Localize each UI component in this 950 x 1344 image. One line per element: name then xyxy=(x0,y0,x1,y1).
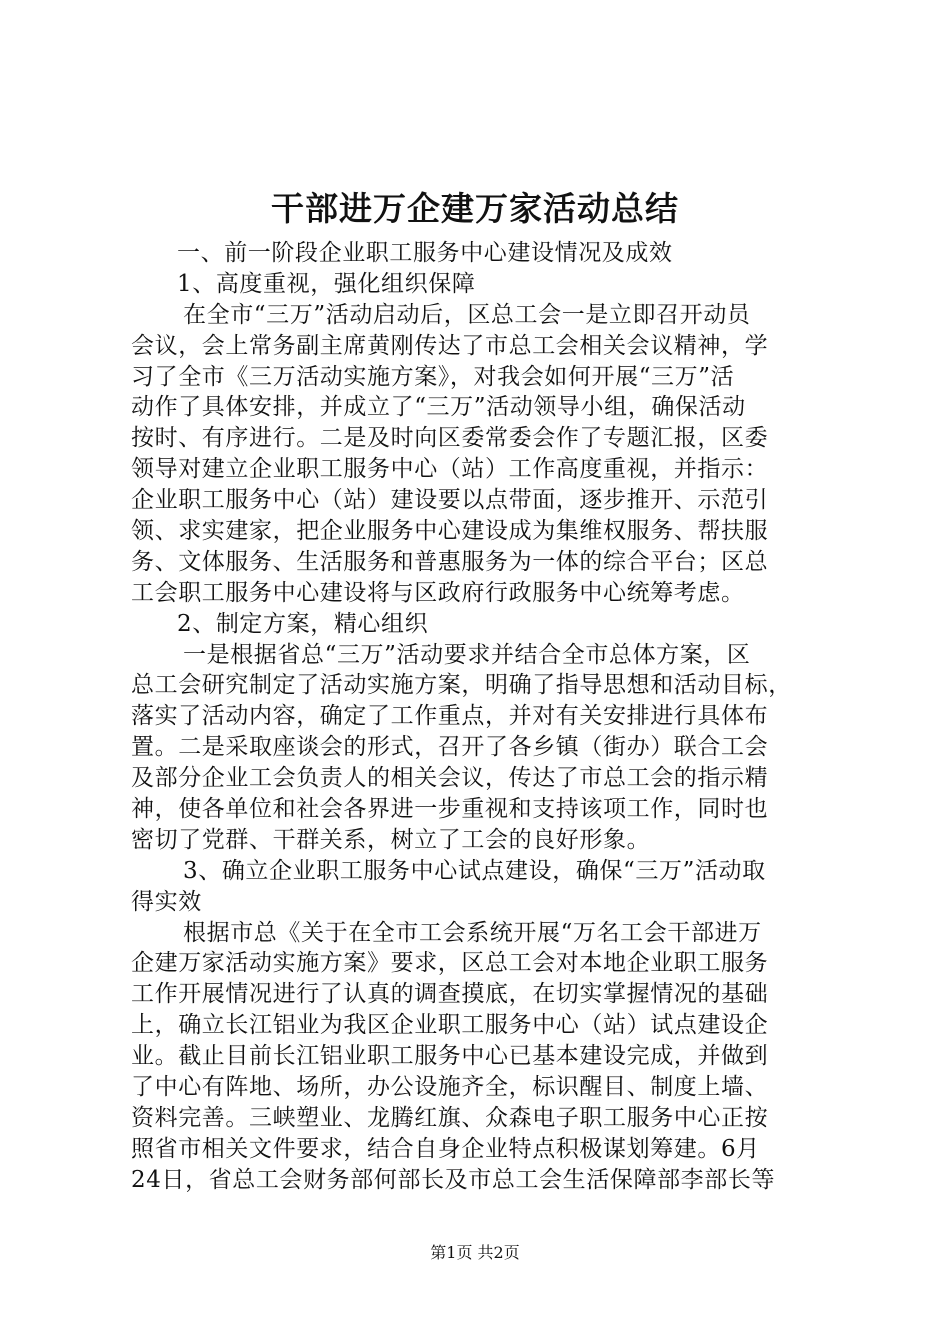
paragraph-line: 照省市相关文件要求，结合自身企业特点积极谋划筹建。6月 xyxy=(131,1135,760,1162)
subsection-heading-continued: 得实效 xyxy=(131,888,202,915)
paragraph-line: 业。截止目前长江铝业职工服务中心已基本建设完成，并做到 xyxy=(131,1043,769,1070)
paragraph-line: 习了全市《三万活动实施方案》，对我会如何开展“三万”活 xyxy=(131,363,735,390)
paragraph-line: 领导对建立企业职工服务中心（站）工作高度重视，并指示： xyxy=(131,456,769,483)
paragraph-line: 工会职工服务中心建设将与区政府行政服务中心统筹考虑。 xyxy=(131,579,745,606)
subsection-heading: 1、高度重视，强化组织保障 xyxy=(177,270,476,297)
document-body xyxy=(131,238,831,1196)
paragraph-line: 领、求实建家，把企业服务中心建设成为集维权服务、帮扶服 xyxy=(131,518,769,545)
paragraph-line: 动作了具体安排，并成立了“三万”活动领导小组，确保活动 xyxy=(131,394,746,421)
paragraph-line: 置。二是采取座谈会的形式，召开了各乡镇（街办）联合工会 xyxy=(131,734,769,761)
paragraph-line: 24日，省总工会财务部何部长及市总工会生活保障部李部长等 xyxy=(131,1166,776,1193)
paragraph-line: 一是根据省总“三万”活动要求并结合全市总体方案，区 xyxy=(183,641,751,668)
paragraph-line: 务、文体服务、生活服务和普惠服务为一体的综合平台；区总 xyxy=(131,548,769,575)
paragraph-line: 及部分企业工会负责人的相关会议，传达了市总工会的指示精 xyxy=(131,765,769,792)
paragraph-line: 落实了活动内容，确定了工作重点，并对有关安排进行具体布 xyxy=(131,703,769,730)
paragraph-line: 根据市总《关于在全市工会系统开展“万名工会干部进万 xyxy=(183,919,762,946)
paragraph-line: 了中心有阵地、场所，办公设施齐全，标识醒目、制度上墙、 xyxy=(131,1074,769,1101)
paragraph-line: 资料完善。三峡塑业、龙腾红旗、众森电子职工服务中心正按 xyxy=(131,1104,769,1131)
section-heading: 一、前一阶段企业职工服务中心建设情况及成效 xyxy=(177,240,673,266)
document-title: 干部进万企建万家活动总结 xyxy=(271,189,679,228)
paragraph-line: 上，确立长江铝业为我区企业职工服务中心（站）试点建设企 xyxy=(131,1012,769,1039)
paragraph-line: 企业职工服务中心（站）建设要以点带面，逐步推开、示范引 xyxy=(131,487,769,514)
subsection-heading: 2、制定方案，精心组织 xyxy=(177,610,429,637)
paragraph-line: 会议，会上常务副主席黄刚传达了市总工会相关会议精神，学 xyxy=(131,332,769,359)
paragraph-line: 工作开展情况进行了认真的调查摸底，在切实掌握情况的基础 xyxy=(131,981,769,1008)
paragraph-line: 总工会研究制定了活动实施方案，明确了指导思想和活动目标， xyxy=(131,672,792,699)
paragraph-line: 密切了党群、干群关系，树立了工会的良好形象。 xyxy=(131,826,651,853)
page-number-footer: 第1页 共2页 xyxy=(430,1243,520,1262)
paragraph-line: 神，使各单位和社会各界进一步重视和支持该项工作，同时也 xyxy=(131,796,769,823)
paragraph-line: 在全市“三万”活动启动后，区总工会一是立即召开动员 xyxy=(183,301,751,328)
paragraph-line: 企建万家活动实施方案》要求，区总工会对本地企业职工服务 xyxy=(131,950,769,977)
paragraph-line: 按时、有序进行。二是及时向区委常委会作了专题汇报，区委 xyxy=(131,425,769,452)
subsection-heading: 3、确立企业职工服务中心试点建设，确保“三万”活动取 xyxy=(183,857,766,884)
